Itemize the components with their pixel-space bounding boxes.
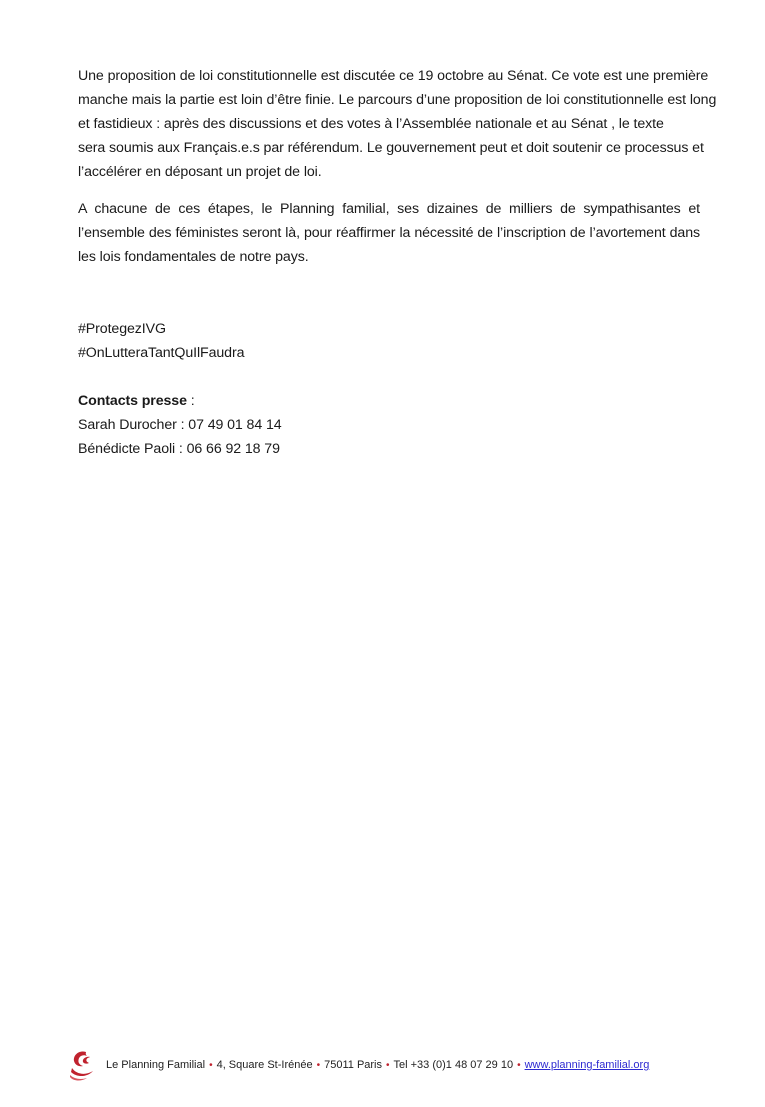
footer-website-link[interactable]: www.planning-familial.org [524, 1059, 650, 1071]
press-contacts-heading [78, 389, 700, 413]
paragraph-1 [78, 64, 717, 184]
hashtag: #OnLutteraTantQuIlFaudra [78, 345, 245, 361]
page-footer [68, 1048, 649, 1082]
press-contacts-title-suffix: : [186, 393, 195, 409]
hashtags [78, 317, 700, 365]
paragraph-1-line: et fastidieux : après des discussions et des votes à l’Assemblée nationale et au Sénat , le texte [78, 116, 664, 132]
footer-org: Le Planning Familial [106, 1059, 206, 1071]
paragraph-1-line: l’accélérer en déposant un projet de loi. [78, 164, 322, 180]
paragraph-1-line: manche mais la partie est loin d’être finie. Le parcours d’une proposition de loi constitutionnelle est long [78, 92, 717, 108]
planning-familial-logo-icon [68, 1048, 98, 1082]
contact-item: Bénédicte Paoli : 06 66 92 18 79 [78, 441, 280, 457]
paragraph-1-line: Une proposition de loi constitutionnelle est discutée ce 19 octobre au Sénat. Ce vote est une première [78, 68, 709, 84]
contact-item: Sarah Durocher : 07 49 01 84 14 [78, 417, 282, 433]
footer-city: 75011 Paris [324, 1059, 382, 1071]
paragraph-1-line: sera soumis aux Français.e.s par référendum. Le gouvernement peut et doit soutenir ce processus et [78, 140, 704, 156]
press-contacts [78, 389, 700, 461]
footer-separator: • [386, 1059, 390, 1071]
hashtag: #ProtegezIVG [78, 321, 166, 337]
document-body [78, 64, 717, 461]
footer-separator: • [209, 1059, 213, 1071]
footer-address: 4, Square St-Irénée [216, 1059, 313, 1071]
footer-separator: • [517, 1059, 521, 1071]
paragraph-2: A chacune de ces étapes, le Planning familial, ses dizaines de milliers de sympathisantes et l’ensemble des féministes seront là, pour réaffirmer la nécessité de l’inscription de l’avortement dans les lois fondamentales de notre pays. [78, 201, 700, 265]
press-contacts-title: Contacts presse [78, 393, 187, 409]
footer-phone: Tel +33 (0)1 48 07 29 10 [393, 1059, 514, 1071]
footer-separator: • [316, 1059, 321, 1071]
